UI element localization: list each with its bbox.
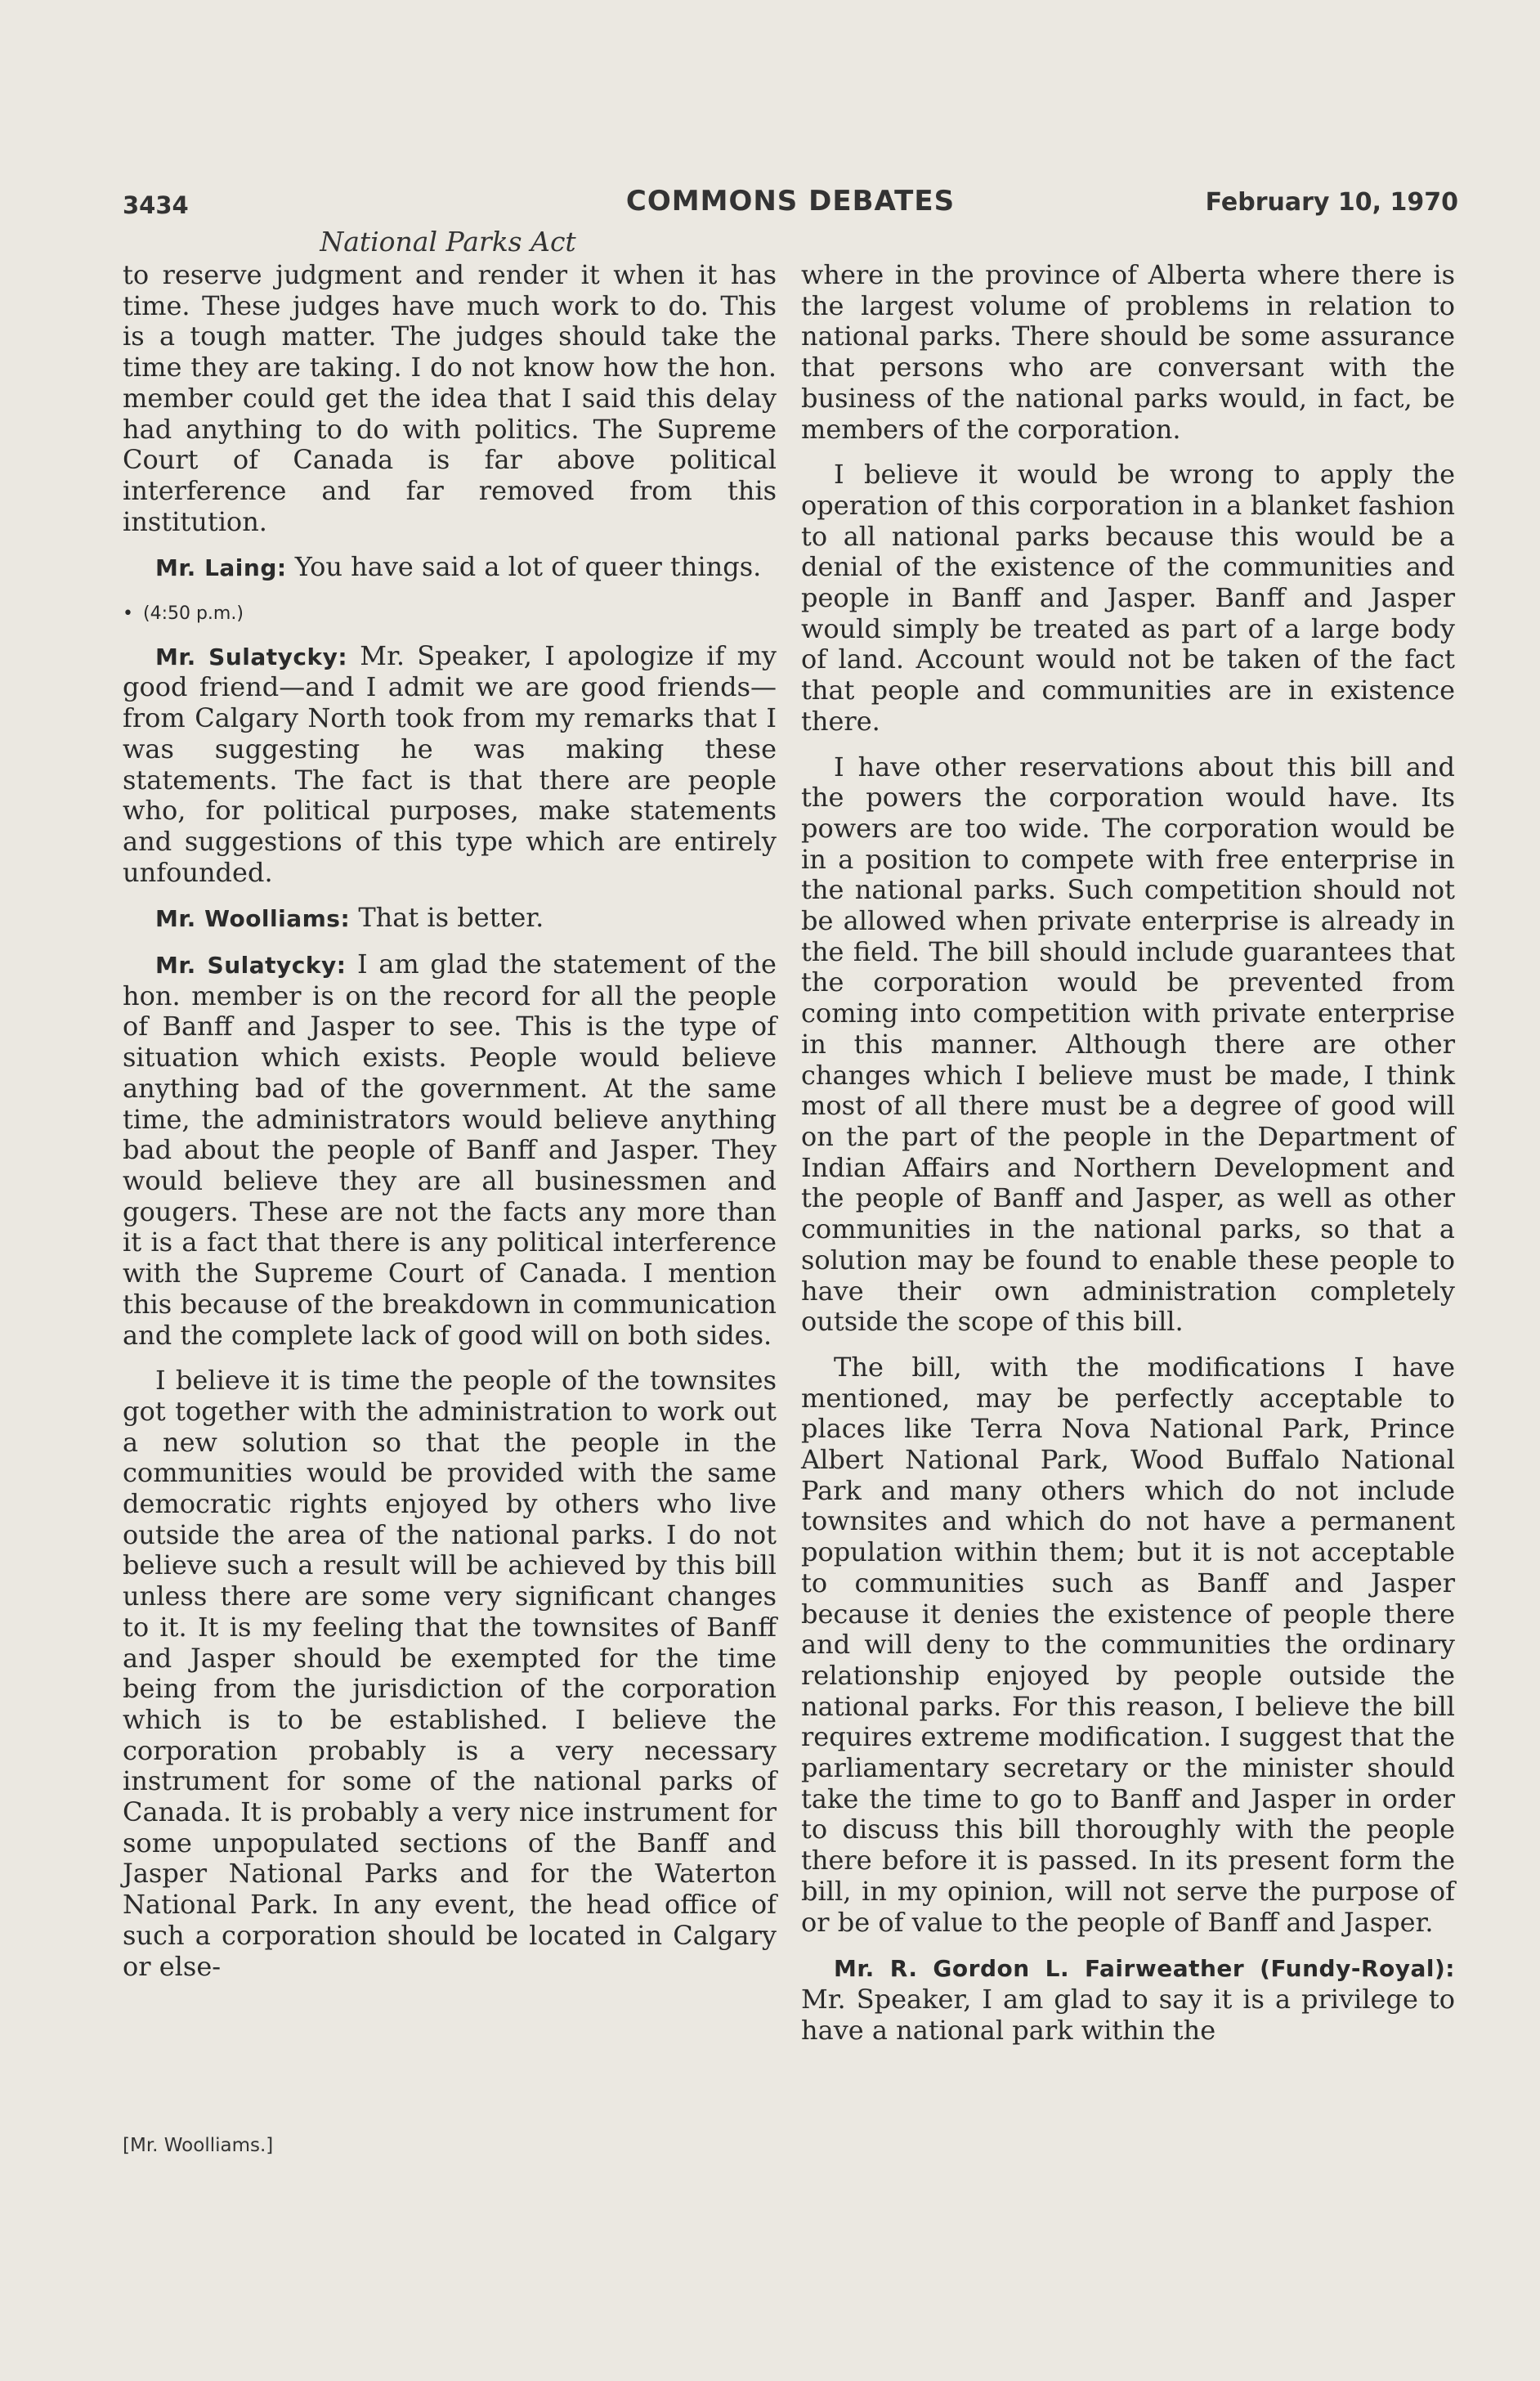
speaker-name: Mr. R. Gordon L. Fairweather (Fundy-Royal): xyxy=(834,1955,1455,1983)
speech-paragraph xyxy=(123,552,777,584)
speech-text: You have said a lot of queer things. xyxy=(286,551,762,583)
time-text: (4:50 p.m.) xyxy=(142,603,244,625)
speech-paragraph xyxy=(123,641,777,889)
bullet-icon: • xyxy=(123,603,133,625)
left-column xyxy=(123,260,777,2141)
publication-title: COMMONS DEBATES xyxy=(625,185,956,217)
speech-text: Mr. Speaker, I apologize if my good friend—and I admit we are good friends—from Calgary North took from my remarks that I was suggesting he was making these statements. The fact is that there are people who, for political purposes, make statements and suggestions of this type which are entirely unfounded. xyxy=(123,639,777,888)
speech-paragraph xyxy=(123,903,777,935)
right-column xyxy=(801,260,1455,2141)
paragraph: where in the province of Alberta where there is the largest volume of problems in relation to national parks. There should be some assurance that persons who are conversant with the business of the national parks would, in fact, be members of the corporation. xyxy=(801,259,1455,445)
time-stamp xyxy=(123,599,777,630)
page-number: 3434 xyxy=(123,191,189,219)
speech-text: That is better. xyxy=(350,902,544,934)
paragraph: I believe it would be wrong to apply the operation of this corporation in a blanket fashion to all national parks because this would be a denial of the existence of the communities and people in Banff and Jasper. Banff and Jasper would simply be treated as part of a large body of land. Account would not be taken of the fact that people and communities are in existence there. xyxy=(801,459,1455,737)
speaker-name: Mr. Sulatycky: xyxy=(155,952,347,980)
page-header xyxy=(123,185,1458,226)
speech-text: I am glad the statement of the hon. member is on the record for all the people of Banff and Jasper to see. This is the type of situation which exists. People would believe anything bad of the government. At the same time, the administrators would believe anything bad about the people of Banff and Jasper. They would believe they are all businessmen and gougers. These are not the facts any more than it is a fact that there is any political interference with the Supreme Court of Canada. I mention this because of the breakdown in communication and the complete lack of good will on both sides. xyxy=(123,948,777,1351)
speaker-name: Mr. Woolliams: xyxy=(155,905,351,933)
speech-paragraph xyxy=(123,949,777,1351)
footer-note: [Mr. Woolliams.] xyxy=(123,2135,274,2156)
page-date: February 10, 1970 xyxy=(1205,188,1458,217)
paragraph: I believe it is time the people of the townsites got together with the administration to work out a new solution so that the people in the communities would be provided with the same democratic rights enjoyed by others who live outside the area of the national parks. I do not believe such a result will be achieved by this bill unless there are some very significant changes to it. It is my feeling that the townsites of Banff and Jasper should be exempted for the time being from the jurisdiction of the corporation which is to be established. I believe the corporation probably is a very necessary instrument for some of the national parks of Canada. It is probably a very nice instrument for some unpopulated sections of the Banff and Jasper National Parks and for the Waterton National Park. In any event, the head office of such a corporation should be located in Calgary or else- xyxy=(123,1365,777,1982)
section-subtitle: National Parks Act xyxy=(320,226,576,258)
speech-text: Mr. Speaker, I am glad to say it is a privilege to have a national park within the xyxy=(801,1983,1455,2046)
speech-paragraph xyxy=(801,1953,1455,2046)
paragraph: The bill, with the modifications I have mentioned, may be perfectly acceptable to places like Terra Nova National Park, Prince Albert National Park, Wood Buffalo National Park and many others which do not include townsites and which do not have a permanent population within them; but it is not acceptable to communities such as Banff and Jasper because it denies the existence of people there and will deny to the communities the ordinary relationship enjoyed by people outside the national parks. For this reason, I believe the bill requires extreme modification. I suggest that the parliamentary secretary or the minister should take the time to go to Banff and Jasper in order to discuss this bill thoroughly with the people there before it is passed. In its present form the bill, in my opinion, will not serve the purpose of or be of value to the people of Banff and Jasper. xyxy=(801,1351,1455,1938)
speaker-name: Mr. Sulatycky: xyxy=(155,643,348,670)
paragraph: I have other reservations about this bill and the powers the corporation would have. Its powers are too wide. The corporation would be in a position to compete with free enterprise in the national parks. Such competition should not be allowed when private enterprise is already in the field. The bill should include guarantees that the corporation would be prevented from coming into competition with private enterprise in this manner. Although there are other changes which I believe must be made, I think most of all there must be a degree of good will on the part of the people in the Department of Indian Affairs and Northern Development and the people of Banff and Jasper, as well as other communities in the national parks, so that a solution may be found to enable these people to have their own administration completely outside the scope of this bill. xyxy=(801,751,1455,1338)
speaker-name: Mr. Laing: xyxy=(155,554,287,582)
paragraph: to reserve judgment and render it when it has time. These judges have much work to do. This is a tough matter. The judges should take the time they are taking. I do not know how the hon. member could get the idea that I said this delay had anything to do with politics. The Supreme Court of Canada is far above political interference and far removed from this institution. xyxy=(123,259,777,537)
